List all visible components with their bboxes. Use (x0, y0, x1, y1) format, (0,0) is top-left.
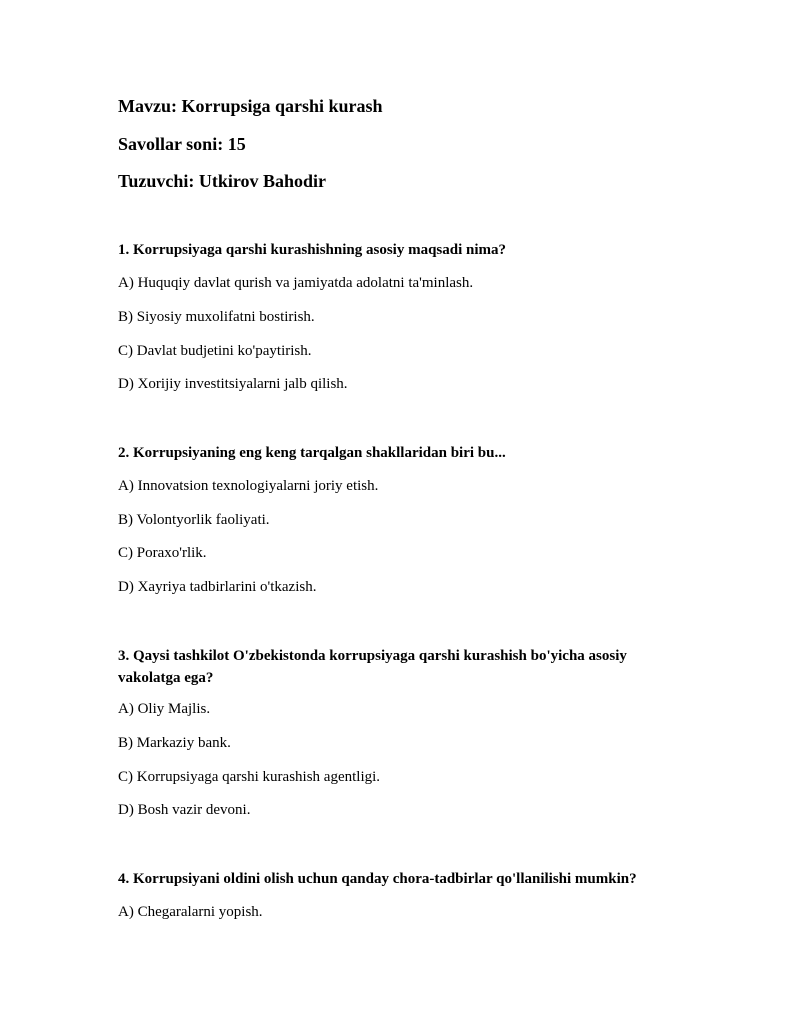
question-1: 1. Korrupsiyaga qarshi kurashishning asosiy maqsadi nima? (118, 242, 507, 258)
question-3-option-d: D) Bosh vazir devoni. (118, 802, 251, 818)
question-2-option-b: B) Volontyorlik faoliyati. (118, 512, 270, 528)
topic-heading: Mavzu: Korrupsiga qarshi kurash (118, 96, 383, 116)
question-2: 2. Korrupsiyaning eng keng tarqalgan shakllaridan biri bu... (118, 445, 506, 461)
question-3: 3. Qaysi tashkilot O'zbekistonda korrupsiyaga qarshi kurashish bo'yicha asosiy vakolatga ega? (118, 648, 627, 686)
question-3-option-a: A) Oliy Majlis. (118, 701, 211, 717)
question-2-option-a: A) Innovatsion texnologiyalarni joriy etish. (118, 478, 379, 494)
question-1-option-a: A) Huquqiy davlat qurish va jamiyatda adolatni ta'minlash. (118, 275, 474, 291)
question-2-option-c: C) Poraxo'rlik. (118, 545, 207, 561)
question-1-option-c: C) Davlat budjetini ko'paytirish. (118, 343, 312, 359)
question-3-option-b: B) Markaziy bank. (118, 735, 231, 751)
question-4: 4. Korrupsiyani oldini olish uchun qanday chora-tadbirlar qo'llanilishi mumkin? (118, 871, 637, 887)
question-1-option-d: D) Xorijiy investitsiyalarni jalb qilish. (118, 376, 348, 392)
author-heading: Tuzuvchi: Utkirov Bahodir (118, 171, 327, 191)
question-count-heading: Savollar soni: 15 (118, 134, 246, 154)
question-3-option-c: C) Korrupsiyaga qarshi kurashish agentligi. (118, 769, 381, 785)
question-4-option-a: A) Chegaralarni yopish. (118, 904, 263, 920)
question-2-option-d: D) Xayriya tadbirlarini o'tkazish. (118, 579, 317, 595)
question-1-option-b: B) Siyosiy muxolifatni bostirish. (118, 309, 315, 325)
